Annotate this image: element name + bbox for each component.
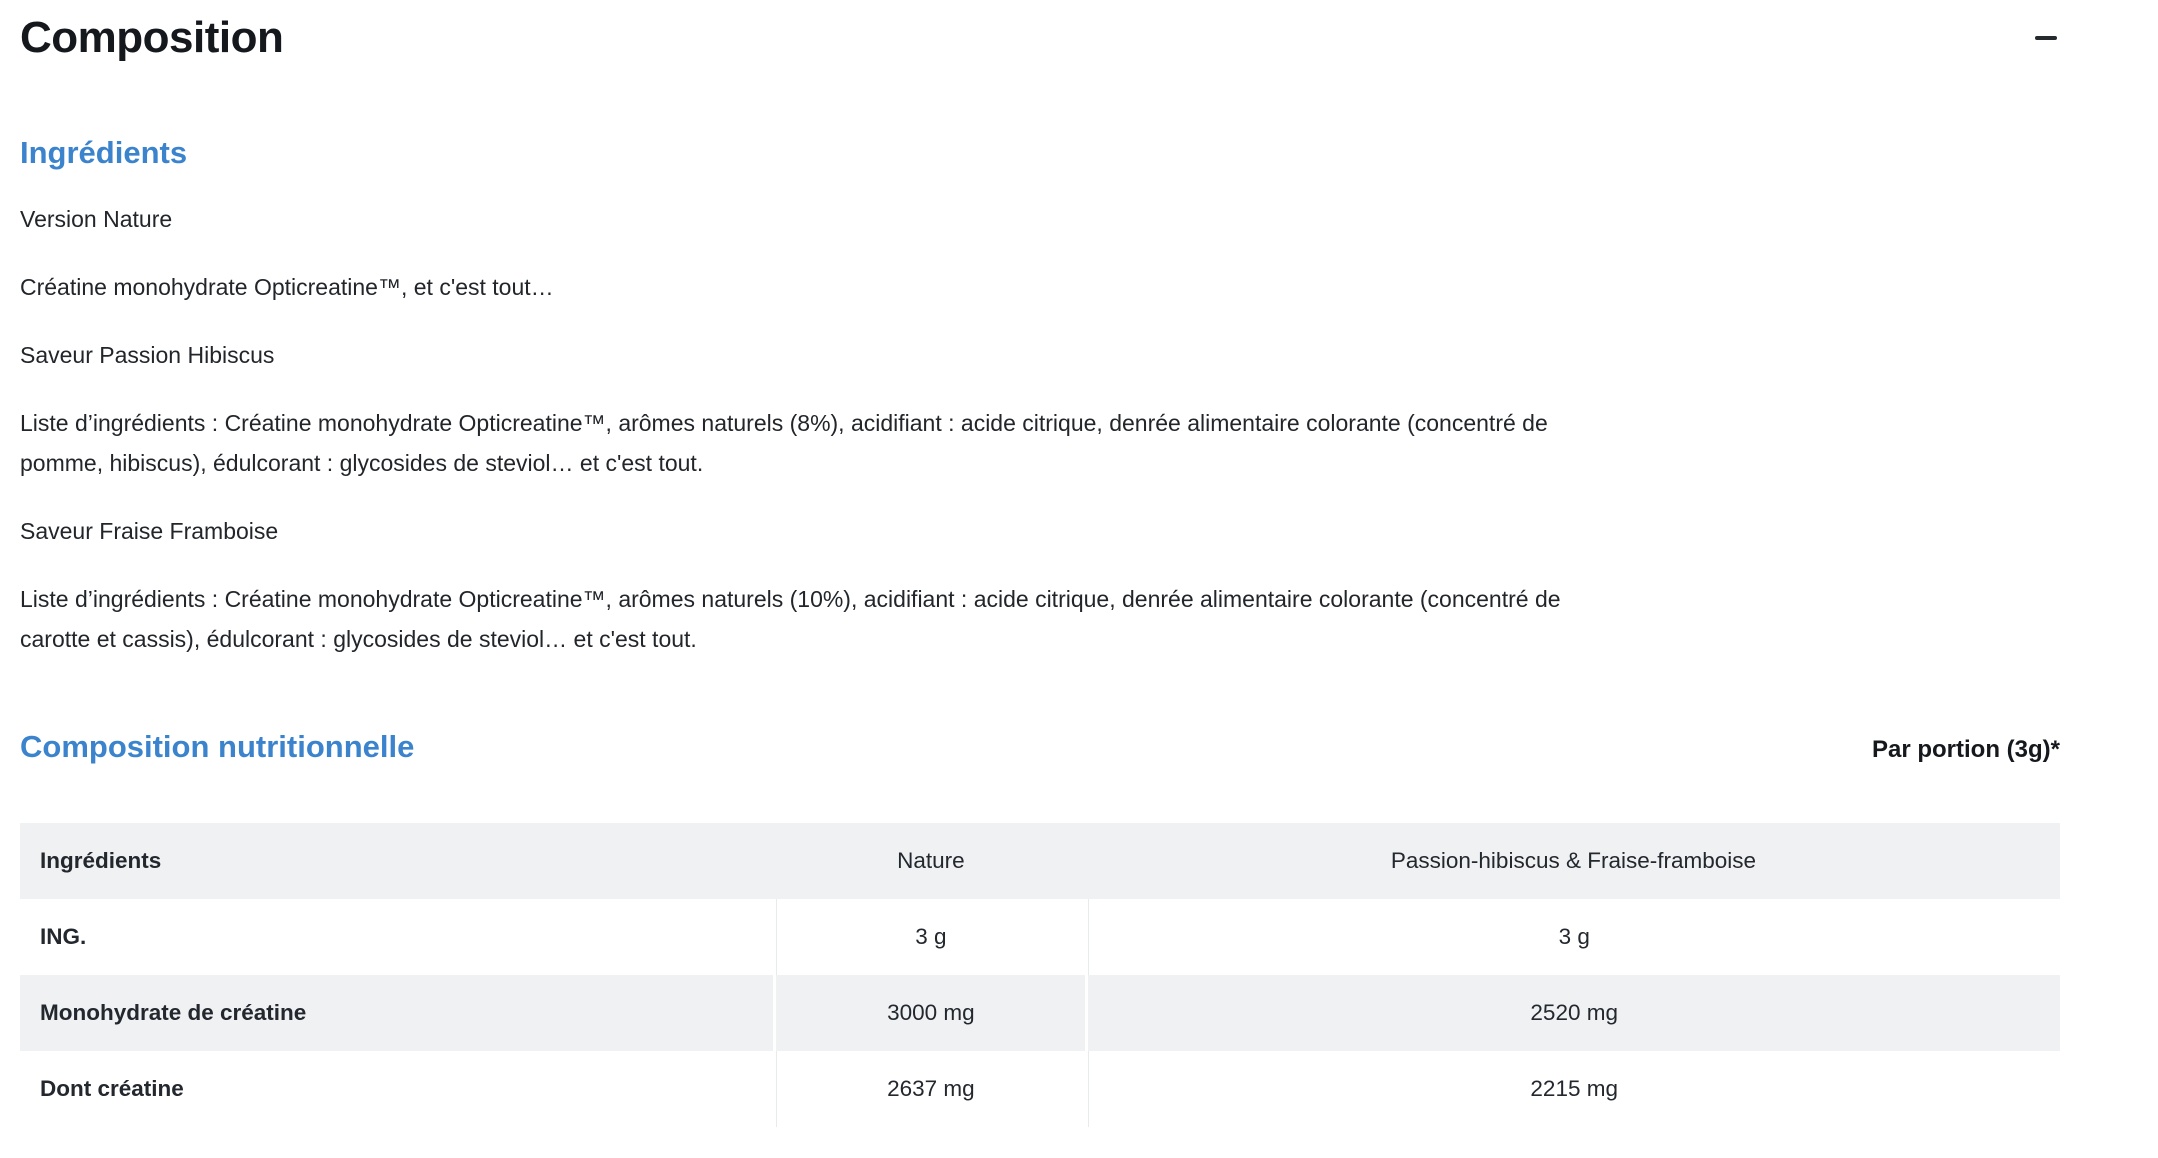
value-cell-nature: 2637 mg — [775, 1051, 1087, 1127]
row-label-cell: ING. — [40, 923, 87, 949]
paragraph-text: Liste d’ingrédients : Créatine monohydrate Opticreatine™, arômes naturels (8%), acidifiant : acide citrique, denrée alimentaire colorante (concentré de — [20, 409, 1548, 436]
paragraph-version-nature — [20, 199, 2060, 239]
paragraph-text: Saveur Passion Hibiscus — [20, 341, 275, 368]
row-label-cell: Monohydrate de créatine — [40, 999, 307, 1025]
table-row — [20, 975, 2060, 1051]
collapse-button[interactable] — [2032, 24, 2060, 52]
value-cell-nature: 3 g — [775, 899, 1087, 975]
column-header-ingredients: Ingrédients — [40, 847, 162, 873]
paragraph-liste-passion-hibiscus — [20, 403, 2060, 483]
paragraph-text: Créatine monohydrate Opticreatine™, et c'est tout… — [20, 273, 554, 300]
table-row — [20, 1051, 2060, 1127]
section-title: Composition — [20, 13, 284, 62]
table-header-row — [20, 823, 2060, 899]
value-cell-flavored: 3 g — [1087, 899, 2060, 975]
nutrition-heading-row — [20, 729, 2060, 765]
paragraph-text: Version Nature — [20, 205, 173, 232]
paragraph-saveur-passion-hibiscus — [20, 335, 2060, 375]
paragraph-text: Liste d’ingrédients : Créatine monohydrate Opticreatine™, arômes naturels (10%), acidifiant : acide citrique, denrée alimentaire colorante (concentré de — [20, 585, 1561, 612]
nutrition-heading: Composition nutritionnelle — [20, 728, 415, 764]
column-header-flavored: Passion-hibiscus & Fraise-framboise — [1390, 847, 1757, 873]
nutrition-table — [20, 823, 2060, 1127]
paragraph-text: carotte et cassis), édulcorant : glycosides de steviol… et c'est tout. — [20, 625, 697, 652]
ingredients-paragraphs — [20, 199, 2060, 659]
column-header-nature: Nature — [897, 847, 965, 873]
row-label-cell: Dont créatine — [40, 1075, 184, 1101]
paragraph-saveur-fraise-framboise — [20, 511, 2060, 551]
portion-label: Par portion (3g)* — [1871, 735, 2060, 763]
value-cell-flavored: 2215 mg — [1087, 1051, 2060, 1127]
value-cell-nature: 3000 mg — [775, 975, 1087, 1051]
table-row — [20, 899, 2060, 975]
paragraph-text: pomme, hibiscus), édulcorant : glycosides de steviol… et c'est tout. — [20, 449, 704, 476]
ingredients-heading: Ingrédients — [20, 134, 188, 170]
accordion-header — [20, 12, 2060, 65]
paragraph-text: Saveur Fraise Framboise — [20, 517, 279, 544]
minus-icon — [2035, 36, 2057, 40]
paragraph-liste-fraise-framboise — [20, 579, 2060, 659]
paragraph-nature-ingredients — [20, 267, 2060, 307]
value-cell-flavored: 2520 mg — [1087, 975, 2060, 1051]
